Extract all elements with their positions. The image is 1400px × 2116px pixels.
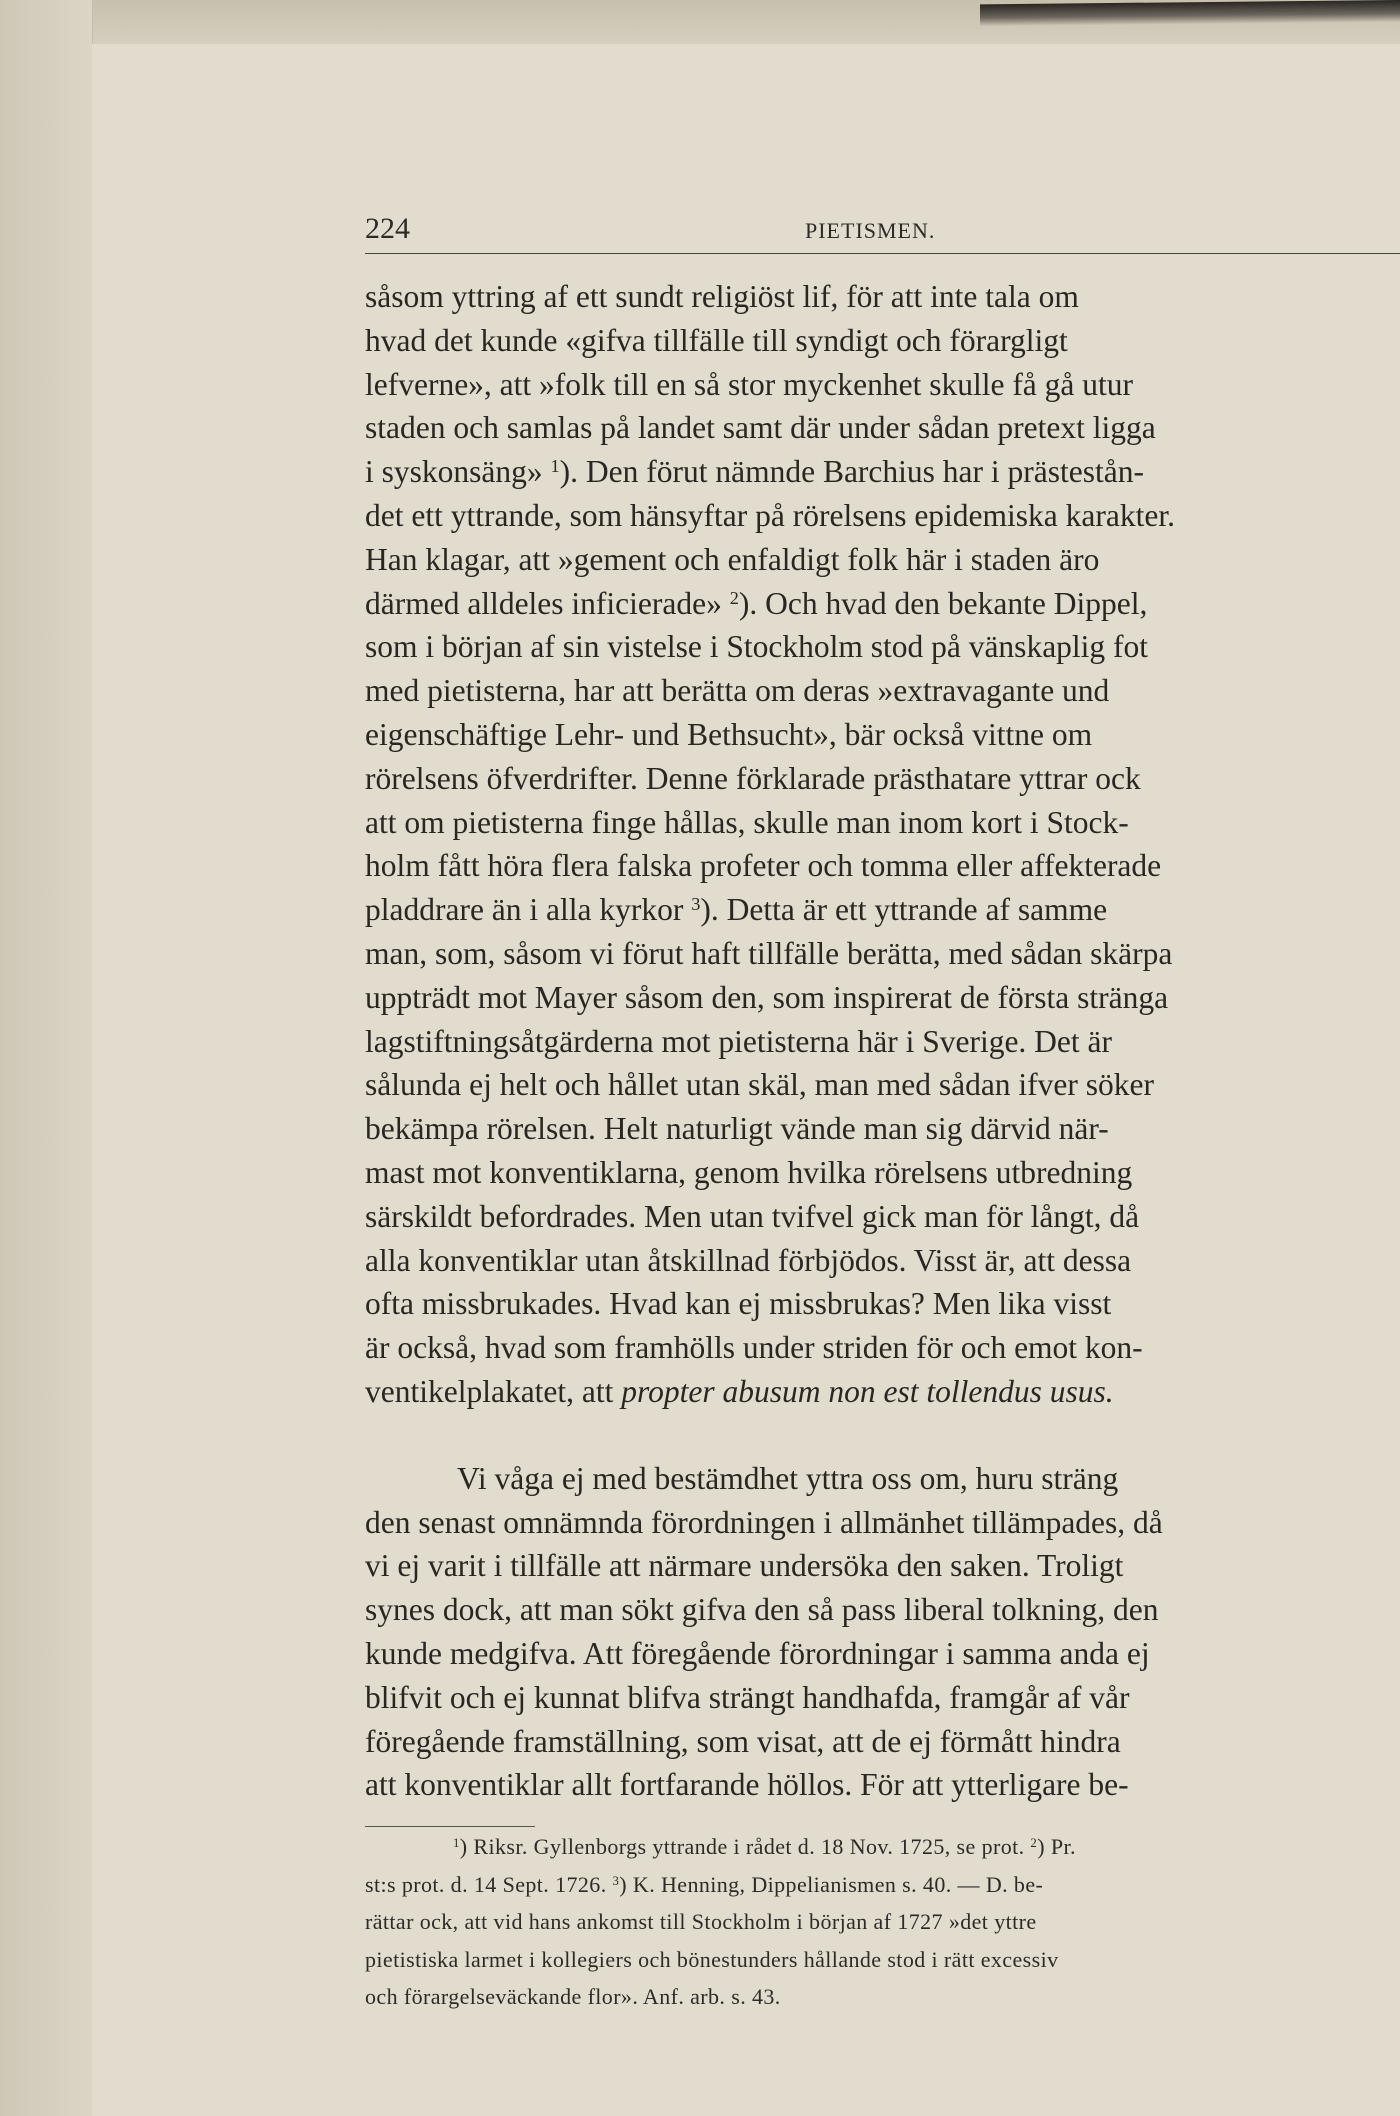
text-run: och förargelseväckande flor». Anf. arb. s. 43. [365,1984,781,2009]
text-run: st:s prot. d. 14 Sept. 1726. [365,1871,613,1897]
text-line: Han klagar, att »gement och enfaldigt folk här i staden äro [365,541,1100,577]
footnote-line [365,1866,1400,1904]
text-line: alla konventiklar utan åtskillnad förbjödos. Visst är, att dessa [365,1242,1132,1278]
text-line: att om pietisterna finge hållas, skulle man inom kort i Stock- [365,804,1129,840]
page-gutter [0,0,93,2116]
text-line: hvad det kunde «gifva tillfälle till syndigt och förargligt [365,322,1068,358]
text-line: holm fått höra flera falska profeter och tomma eller affekterade [365,848,1162,884]
footnote-marker: 3 [691,894,701,915]
footnote-marker: 1 [550,456,560,477]
page-number: 224 [365,212,410,245]
text-line: särskildt befordrades. Men utan tvifvel gick man för långt, då [365,1198,1140,1234]
footnote-line [365,1941,1400,1979]
text-line: är också, hvad som framhölls under striden för och emot kon- [365,1330,1143,1366]
footnote-line [365,1903,1400,1941]
text-line [365,888,1400,932]
text-line [365,582,1400,626]
text-run: ) Riksr. Gyllenborgs yttrande i rådet d. 18 Nov. 1725, se prot. [459,1834,1031,1859]
footnote-marker: 1 [453,1835,460,1850]
text-line: som i början af sin vistelse i Stockholm stod på vänskaplig fot [365,629,1149,665]
footnote-rule [365,1826,535,1827]
text-line [365,450,1400,494]
text-line: vi ej varit i tillfälle att närmare undersöka den saken. Troligt [365,1548,1124,1584]
text-line [365,1370,1400,1414]
text-line: synes dock, att man sökt gifva den så pass liberal tolkning, den [365,1592,1159,1628]
header-rule [365,253,1400,254]
text-line: föregående framställning, som visat, att de ej förmått hindra [365,1723,1121,1759]
text-line: staden och samlas på landet samt där under sådan pretext ligga [365,410,1156,446]
text-line: att konventiklar allt fortfarande höllos. För att ytterligare be- [365,1767,1129,1803]
text-line: ofta missbrukades. Hvad kan ej missbrukas? Men lika visst [365,1286,1112,1322]
footnote-marker: 3 [612,1873,620,1888]
text-run: ). Detta är ett yttrande af samme [700,892,1108,928]
text-line: blifvit och ej kunnat blifva strängt handhafda, framgår af vår [365,1679,1130,1715]
text-line: eigenschäftige Lehr- und Bethsucht», bär också vittne om [365,716,1093,752]
page-header [365,212,1400,252]
text-run: i syskonsäng» [365,454,551,490]
book-edge-shadow [980,0,1400,26]
text-line: lefverne», att »folk till en så stor myckenhet skulle få gå utur [365,366,1134,402]
text-run: ventikelplakatet, att [365,1373,622,1409]
text-line: sålunda ej helt och hållet utan skäl, man med sådan ifver söker [365,1067,1154,1103]
text-line: rörelsens öfverdrifter. Denne förklarade prästhatare yttrar ock [365,760,1141,796]
text-run: därmed alldeles inficierade» [365,585,730,621]
latin-phrase: propter abusum non est tollendus usus. [621,1373,1114,1409]
paragraph-2 [365,1457,1400,1807]
text-line: Vi våga ej med bestämdhet yttra oss om, huru sträng [457,1460,1119,1496]
text-line: såsom yttring af ett sundt religiöst lif, för att inte tala om [365,279,1079,314]
footnote-line [365,1978,1400,2016]
paragraph-1 [365,275,1400,1414]
text-run: ) Pr. [1037,1834,1076,1859]
text-run: pietistiska larmet i kollegiers och bönestunders hållande stod i rätt excessiv [365,1946,1059,1972]
text-line: uppträdt mot Mayer såsom den, som inspirerat de första stränga [365,979,1169,1015]
text-run: ) K. Henning, Dippelianismen s. 40. — D. be- [619,1871,1044,1897]
text-line: den senast omnämnda förordningen i allmänhet tillämpades, då [365,1504,1163,1540]
text-line: med pietisterna, har att berätta om deras »extravagante und [365,673,1110,709]
text-run: ). Och hvad den bekante Dippel, [738,585,1148,621]
text-run: rättar ock, att vid hans ankomst till Stockholm i början af 1727 »det yttre [365,1909,1037,1934]
footnote-line [365,1828,1400,1866]
text-line: man, som, såsom vi förut haft tillfälle berätta, med sådan skärpa [365,935,1173,971]
text-run: pladdrare än i alla kyrkor [365,892,692,928]
footnote-marker: 2 [729,587,739,608]
text-line: kunde medgifva. Att föregående förordningar i samma anda ej [365,1635,1150,1671]
body-text [365,275,1400,1807]
text-line: det ett yttrande, som hänsyftar på rörelsens epidemiska karakter. [365,497,1175,533]
text-line: lagstiftningsåtgärderna mot pietisterna här i Sverige. Det är [365,1023,1113,1059]
text-run: ). Den förut nämnde Barchius har i prästestån- [559,454,1144,490]
text-line: mast mot konventiklarna, genom hvilka rörelsens utbredning [365,1154,1133,1190]
paragraph-gap [365,1414,1400,1457]
footnote-marker: 2 [1030,1835,1038,1850]
text-line: bekämpa rörelsen. Helt naturligt vände man sig därvid när- [365,1111,1109,1147]
running-title: PIETISMEN. [805,218,936,243]
footnotes [365,1828,1400,2016]
